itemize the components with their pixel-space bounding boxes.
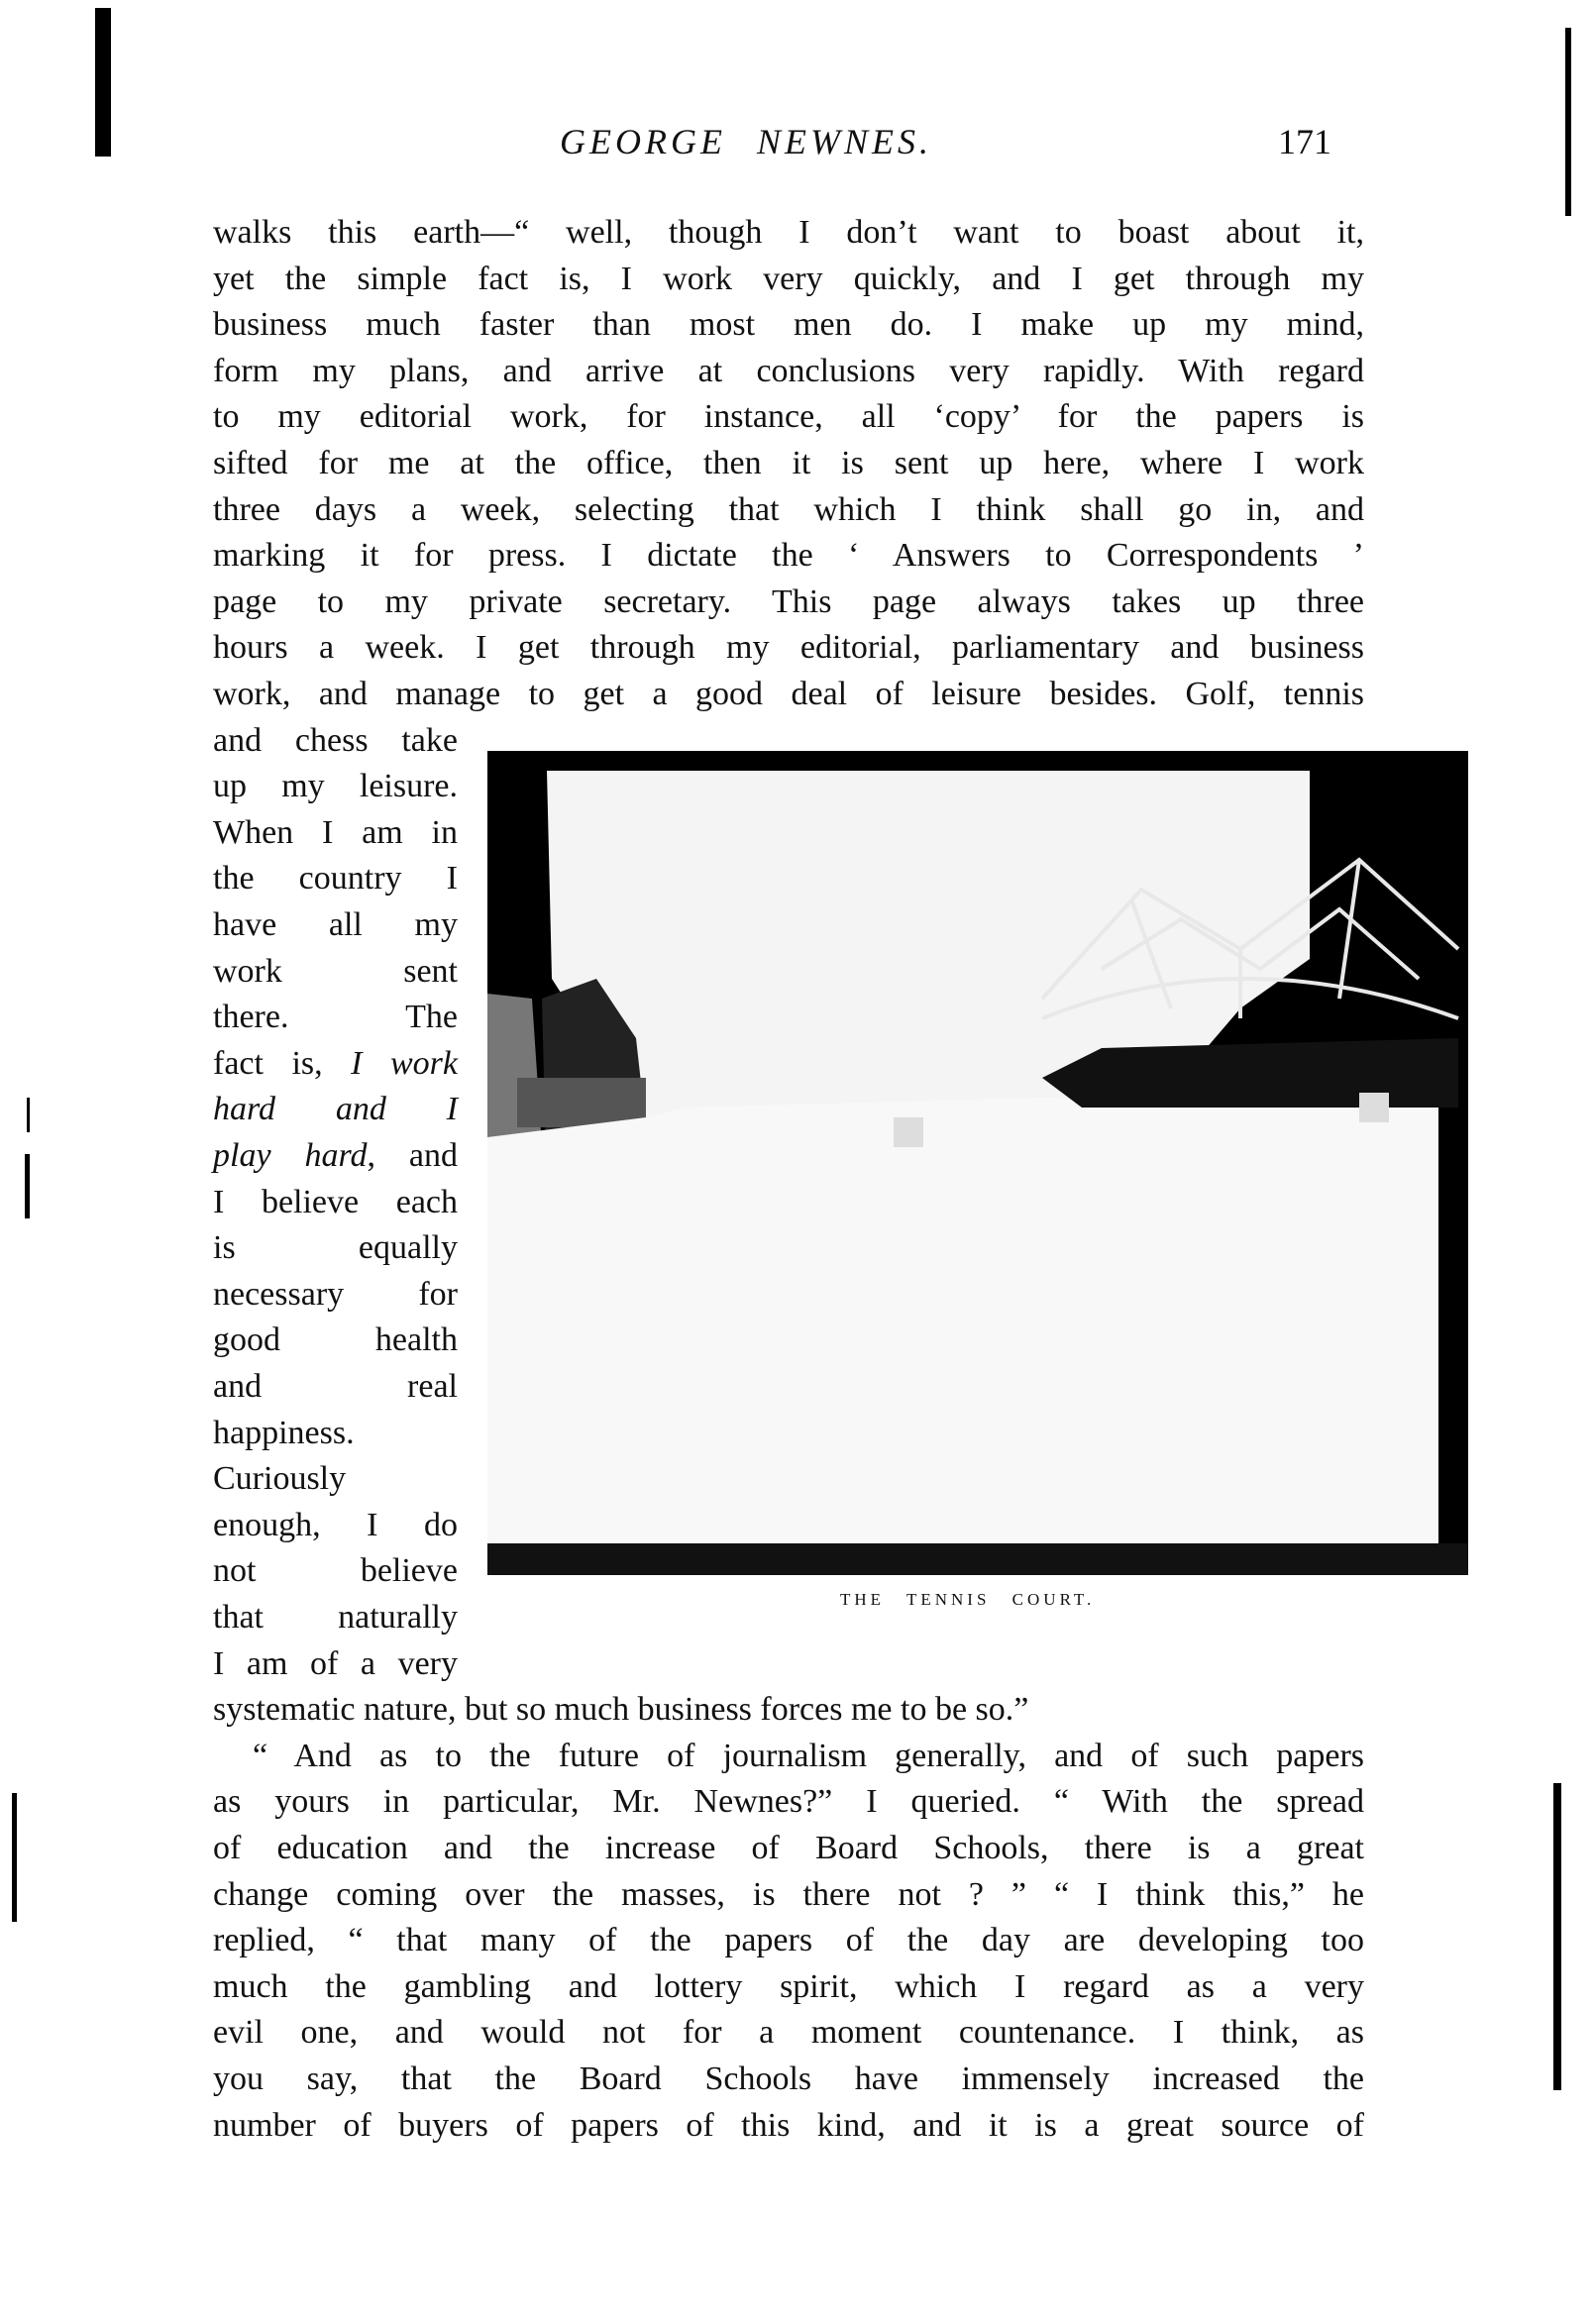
photo-bottom-edge <box>487 1543 1468 1575</box>
page-number: 171 <box>1278 122 1331 161</box>
text-line: to my editorial work, for instance, all ‘copy’ for the papers is <box>213 398 1364 436</box>
text-line: “ And as to the future of journalism generally, and of such papers <box>253 1737 1364 1774</box>
text-run: necessary for <box>213 1275 458 1313</box>
text-run: work sent <box>213 952 458 990</box>
text-line: change coming over the masses, is there not ? ” “ I think this,” he <box>213 1875 1364 1913</box>
text-line <box>213 1225 458 1271</box>
italic-phrase: I work <box>351 1044 458 1082</box>
court-floor <box>487 1098 1438 1543</box>
text-line: work, and manage to get a good deal of leisure besides. Golf, tennis <box>213 676 1364 712</box>
text-line <box>213 1456 458 1502</box>
text-line <box>213 1548 458 1594</box>
italic-phrase: play hard <box>213 1137 368 1174</box>
text-line <box>213 1318 458 1363</box>
scan-edge-mark-left-bottom <box>12 1793 17 1922</box>
text-line <box>213 1041 458 1087</box>
text-run: have all my <box>213 906 458 943</box>
text-run: happiness. <box>213 1414 355 1451</box>
running-title: GEORGE NEWNES. <box>560 122 932 161</box>
text-line: much the gambling and lottery spirit, which I regard as a very <box>213 1967 1364 2005</box>
text-line <box>213 718 458 764</box>
text-run: I believe each <box>213 1183 458 1220</box>
text-line <box>213 902 458 948</box>
text-line: you say, that the Board Schools have immensely increased the <box>213 2060 1364 2097</box>
text-run: up my leisure. <box>213 768 458 805</box>
text-run: enough, I do <box>213 1506 458 1543</box>
text-run: there. The <box>213 999 458 1036</box>
text-run: is equally <box>213 1229 458 1267</box>
text-line: sifted for me at the office, then it is sent up here, where I work <box>213 445 1364 481</box>
text-line: three days a week, selecting that which I think shall go in, and <box>213 490 1364 528</box>
text-line: of education and the increase of Board Schools, there is a great <box>213 1830 1364 1866</box>
text-line: replied, “ that many of the papers of the day are developing too <box>213 1922 1364 1959</box>
window-left <box>894 1117 923 1147</box>
text-line: form my plans, and arrive at conclusions very rapidly. With regard <box>213 352 1364 389</box>
scan-edge-mark-right-top <box>1565 28 1571 216</box>
text-run: I am of a very <box>213 1644 458 1682</box>
photo-illustration <box>487 751 1468 1575</box>
text-run: good health <box>213 1321 458 1359</box>
text-line <box>213 1364 458 1410</box>
text-line: marking it for press. I dictate the ‘ Answers to Correspondents ’ <box>213 537 1364 575</box>
scan-edge-mark-right-bottom <box>1553 1783 1561 2090</box>
text-line: systematic nature, but so much business forces me to be so.” <box>213 1691 1029 1729</box>
text-line <box>213 995 458 1040</box>
text-line <box>213 949 458 995</box>
text-run: and real <box>213 1368 458 1405</box>
right-structure <box>1042 1038 1458 1108</box>
text-run: the country I <box>213 860 458 898</box>
text-line: as yours in particular, Mr. Newnes?” I queried. “ With the spread <box>213 1783 1364 1821</box>
text-line: evil one, and would not for a moment countenance. I think, as <box>213 2014 1364 2052</box>
text-line: business much faster than most men do. I make up my mind, <box>213 306 1364 344</box>
text-run: , and <box>367 1137 458 1174</box>
figure-caption: THE TENNIS COURT. <box>840 1590 1096 1609</box>
text-run: When I am in <box>213 813 458 851</box>
text-run: fact is, <box>213 1044 352 1082</box>
text-line: page to my private secretary. This page always takes up three <box>213 582 1364 620</box>
scan-edge-mark-left-mid2 <box>25 1154 30 1218</box>
text-line <box>213 1133 458 1179</box>
text-line: number of buyers of papers of this kind, and it is a great source of <box>213 2106 1364 2144</box>
text-line <box>213 1180 458 1225</box>
italic-phrase: hard and I <box>213 1091 458 1128</box>
text-run: Curiously <box>213 1460 347 1498</box>
window-right <box>1359 1093 1389 1122</box>
text-line <box>213 1411 458 1456</box>
text-line <box>213 1595 458 1640</box>
text-line <box>213 1087 458 1132</box>
scan-edge-mark-left-mid <box>27 1098 30 1132</box>
text-line: hours a week. I get through my editorial, parliamentary and business <box>213 629 1364 667</box>
text-line: walks this earth—“ well, though I don’t want to boast about it, <box>213 214 1364 251</box>
text-line <box>213 856 458 901</box>
scan-edge-mark-left-top <box>95 8 111 157</box>
text-line <box>213 1272 458 1318</box>
text-run: and chess take <box>213 721 458 759</box>
text-run: not believe <box>213 1552 458 1590</box>
text-line: yet the simple fact is, I work very quickly, and I get through my <box>213 260 1364 297</box>
text-line <box>213 1503 458 1548</box>
text-line <box>213 764 458 809</box>
text-line <box>213 1641 458 1687</box>
text-line <box>213 810 458 856</box>
tennis-court-photograph <box>487 751 1468 1575</box>
text-run: that naturally <box>213 1599 458 1636</box>
